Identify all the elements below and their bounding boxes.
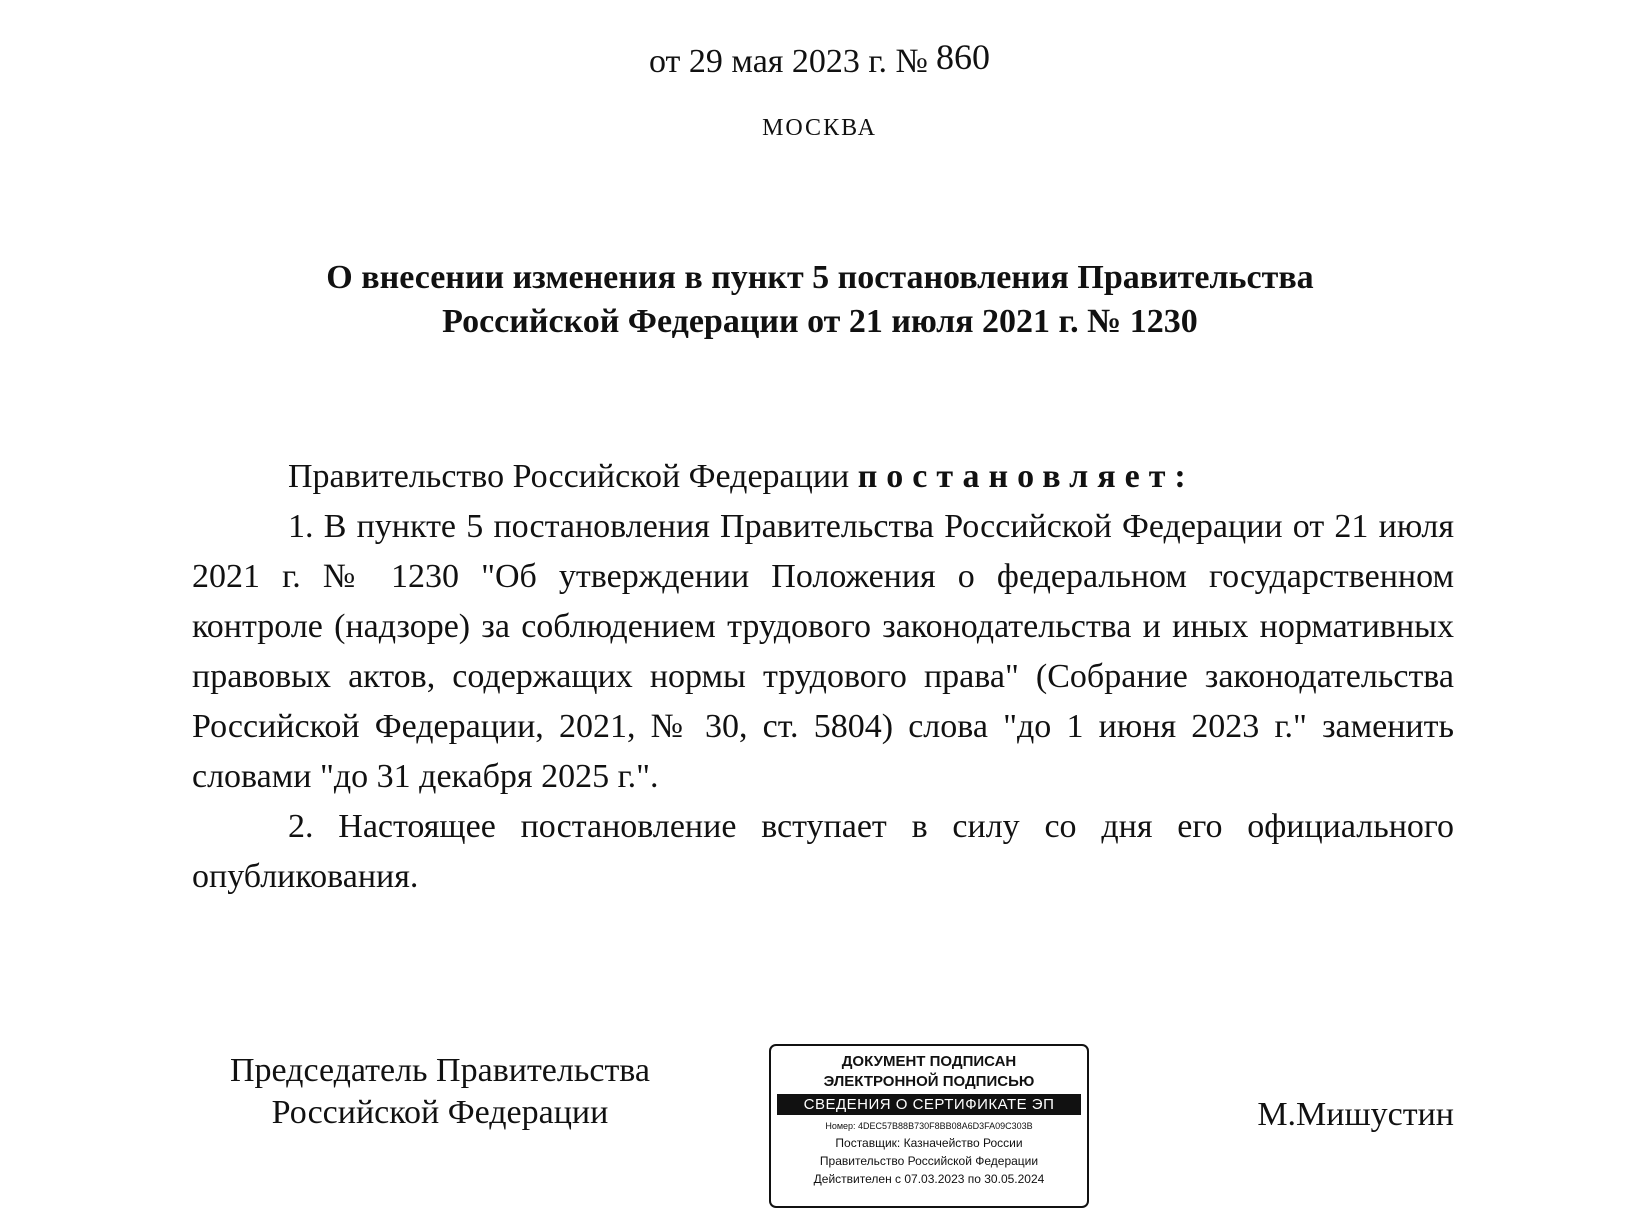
stamp-certificate-number: Номер: 4DEC57B88B730F8BB08A6D3FA09C303B xyxy=(825,1121,1033,1131)
title-line-1: О внесении изменения в пункт 5 постановления Правительства xyxy=(326,259,1314,296)
document-date: от 29 мая 2023 г. № xyxy=(649,43,928,80)
position-line-1: Председатель Правительства xyxy=(229,1052,651,1089)
item-2-paragraph: 2. Настоящее постановление вступает в силу со дня его официального опубликования. xyxy=(192,808,1454,895)
title-line-2: Российской Федерации от 21 июля 2021 г. № 1230 xyxy=(442,303,1198,340)
signer-name: М.Мишустин xyxy=(1257,1096,1454,1133)
preamble-paragraph xyxy=(192,452,1454,502)
signatory-position xyxy=(180,1050,700,1134)
stamp-heading-2: ЭЛЕКТРОННОЙ ПОДПИСЬЮ xyxy=(823,1073,1035,1090)
document-body xyxy=(192,452,1454,902)
document-number: 860 xyxy=(935,37,990,77)
stamp-provider: Поставщик: Казначейство России xyxy=(835,1136,1023,1150)
preamble-text: Правительство Российской Федерации xyxy=(288,458,850,495)
stamp-owner: Правительство Российской Федерации xyxy=(819,1154,1039,1168)
document-city: МОСКВА xyxy=(762,115,877,141)
stamp-heading-1: ДОКУМЕНТ ПОДПИСАН xyxy=(841,1053,1017,1070)
document-date-line xyxy=(0,38,1639,84)
stamp-certificate-bar: СВЕДЕНИЯ О СЕРТИФИКАТЕ ЭП xyxy=(777,1094,1081,1115)
electronic-signature-stamp xyxy=(769,1044,1089,1208)
item-1-paragraph: 1. В пункте 5 постановления Правительства Российской Федерации от 21 июля 2021 г. № 1230 "Об утверждении Положения о федеральном государственном контроле (надзоре) за соблюдением трудового законодательства и иных нормативных правовых актов, содержащих нормы трудового права" (Собрание законодательства Российской Федерации, 2021, № 30, ст. 5804) слова "до 1 июня 2023 г." заменить словами "до 31 декабря 2025 г.". xyxy=(192,508,1454,795)
position-line-2: Российской Федерации xyxy=(271,1094,609,1131)
resolves-word: постановляет: xyxy=(857,458,1195,495)
stamp-validity: Действителен с 07.03.2023 по 30.05.2024 xyxy=(813,1172,1045,1186)
document-title xyxy=(180,256,1460,344)
